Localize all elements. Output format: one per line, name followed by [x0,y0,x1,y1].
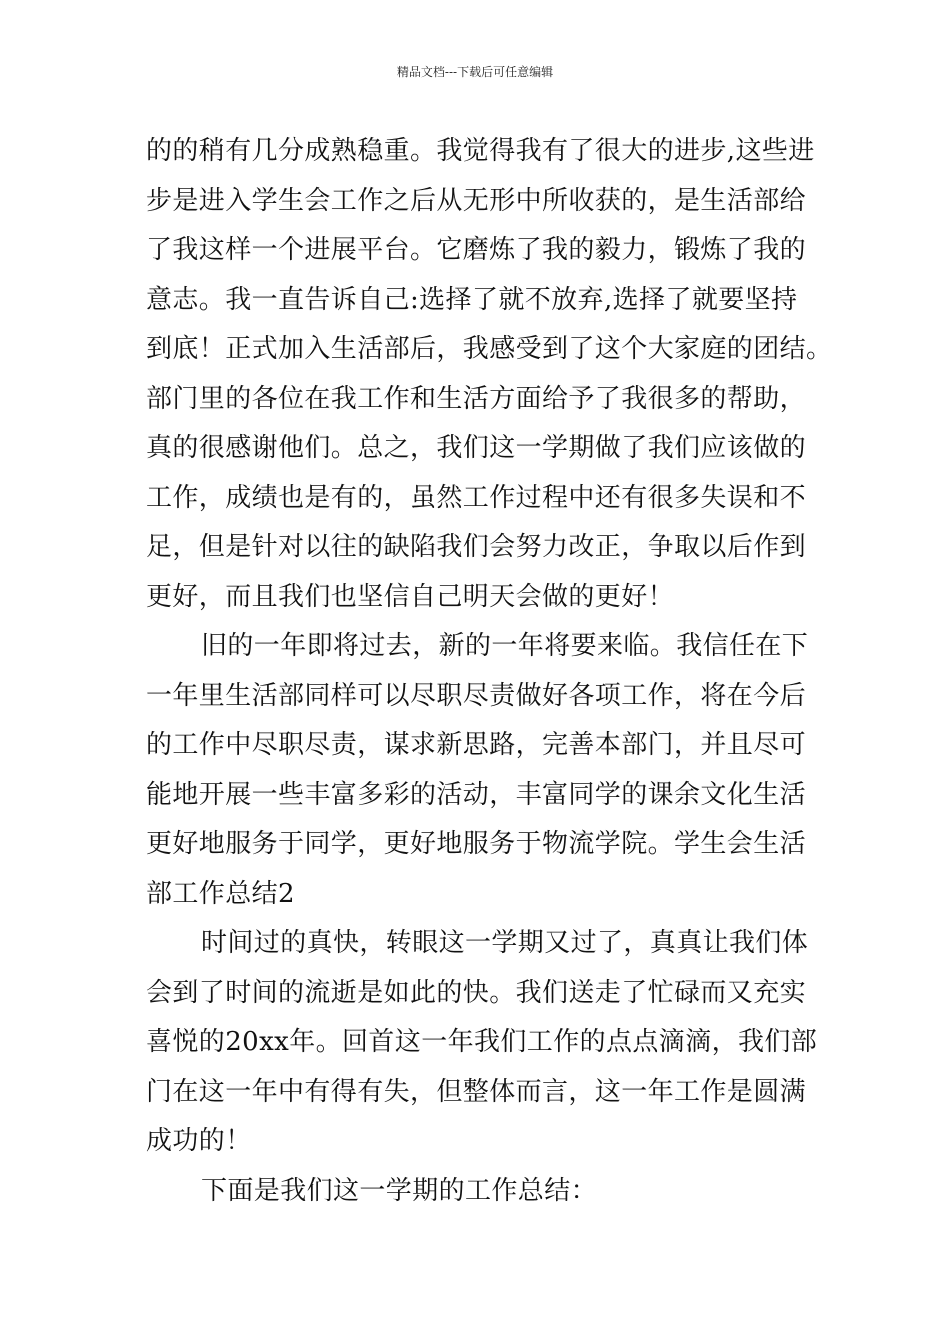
page-header: 精品文档---下载后可任意编辑 [396,65,554,79]
text-line: 更好，而且我们也坚信自己明天会做的更好！ [146,581,675,612]
text-line: 工作，成绩也是有的，虽然工作过程中还有很多失误和不 [146,482,807,513]
text-line: 的工作中尽职尽责，谋求新思路，完善本部门，并且尽可 [146,730,807,760]
document-body [146,127,833,1216]
text-line: 部门里的各位在我工作和生活方面给予了我很多的帮助， [146,383,807,414]
text-line: 到底！正式加入生活部后，我感受到了这个大家庭的团结。 [146,334,833,364]
section-title-line: 部工作总结2 [146,878,295,909]
text-line: 意志。我一直告诉自己:选择了就不放弃,选择了就要坚持 [146,284,798,315]
text-line: 真的很感谢他们。总之，我们这一学期做了我们应该做的 [146,433,807,463]
text-line: 会到了时间的流逝是如此的快。我们送走了忙碌而又充实 [146,977,807,1008]
text-line: 步是进入学生会工作之后从无形中所收获的，是生活部给 [146,185,807,216]
text-line: 足，但是针对以往的缺陷我们会努力改正，争取以后作到 [146,532,807,562]
text-line: 了我这样一个进展平台。它磨炼了我的毅力，锻炼了我的 [146,235,807,265]
text-line: 成功的！ [146,1126,252,1156]
text-line: 的的稍有几分成熟稳重。我觉得我有了很大的进步,这些进 [146,136,815,166]
text-line: 喜悦的20xx年。回首这一年我们工作的点点滴滴，我们部 [146,1027,818,1057]
paragraph-start-line: 旧的一年即将过去，新的一年将要来临。我信任在下 [201,631,809,661]
text-line: 更好地服务于同学，更好地服务于物流学院。学生会生活 [146,829,807,859]
text-line: 一年里生活部同样可以尽职尽责做好各项工作，将在今后 [146,680,807,711]
text-line: 门在这一年中有得有失，但整体而言，这一年工作是圆满 [146,1076,807,1107]
paragraph-start-line: 下面是我们这一学期的工作总结： [201,1175,598,1206]
paragraph-start-line: 时间过的真快，转眼这一学期又过了，真真让我们体 [201,928,809,958]
text-line: 能地开展一些丰富多彩的活动，丰富同学的课余文化生活 [146,779,807,810]
